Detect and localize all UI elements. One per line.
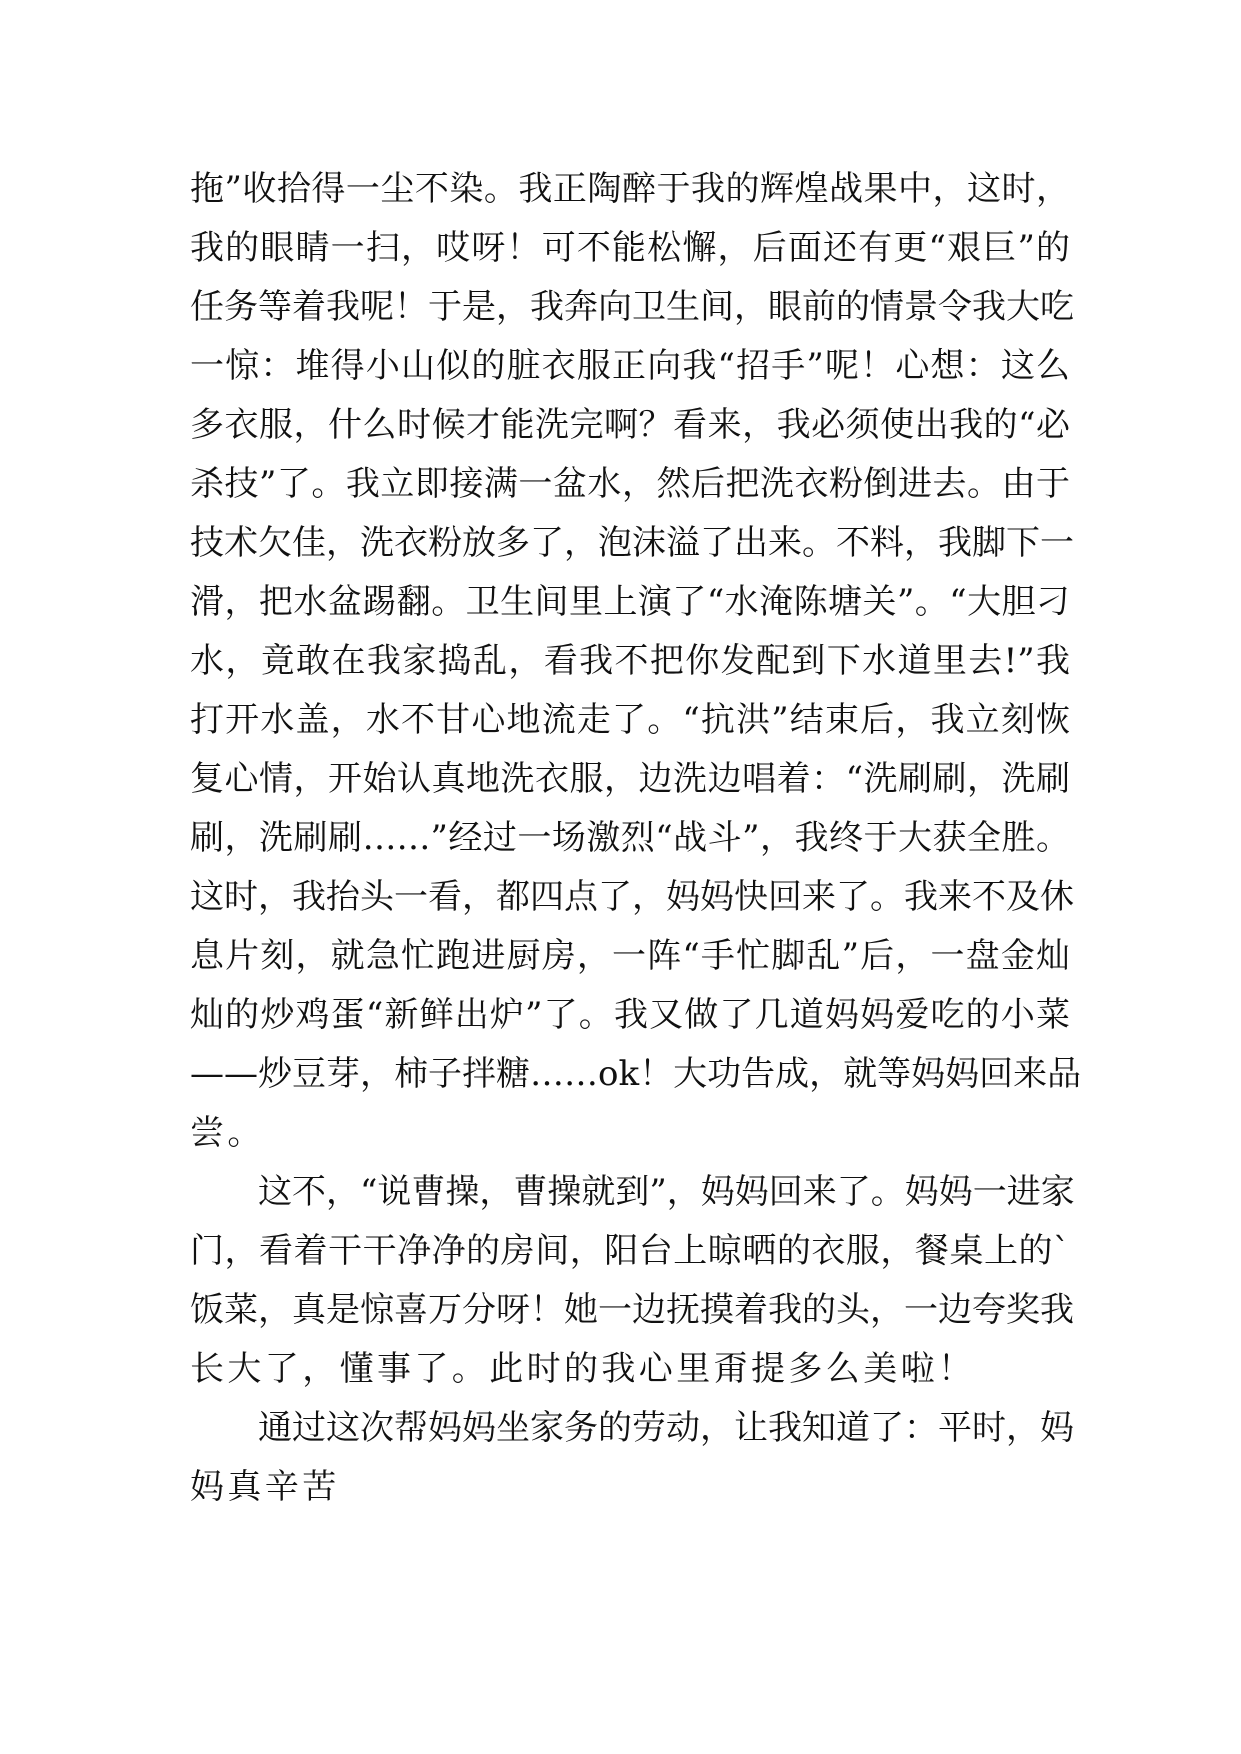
text-line: 这不，“说曹操，曹操就到”，妈妈回来了。妈妈一进家 <box>190 1172 1075 1212</box>
text-line: 息片刻，就急忙跑进厨房，一阵“手忙脚乱”后，一盘金灿 <box>190 936 1070 976</box>
text-line: 技术欠佳，洗衣粉放多了，泡沫溢了出来。不料，我脚下一 <box>190 523 1074 563</box>
text-line: 拖”收拾得一尘不染。我正陶醉于我的辉煌战果中，这时， <box>190 169 1070 209</box>
text-line: 打开水盖，水不甘心地流走了。“抗洪”结束后，我立刻恢 <box>190 700 1070 740</box>
text-line: 复心情，开始认真地洗衣服，边洗边唱着：“洗刷刷，洗刷 <box>190 759 1070 799</box>
text-line: 我的眼睛一扫，哎呀！可不能松懈，后面还有更“艰巨”的 <box>190 228 1070 268</box>
text-line: 灿的炒鸡蛋“新鲜出炉”了。我又做了几道妈妈爱吃的小菜 <box>190 995 1070 1035</box>
essay-body <box>190 160 1082 1517</box>
text-line: 一惊：堆得小山似的脏衣服正向我“招手”呢！心想：这么 <box>190 346 1070 386</box>
text-line: 这时，我抬头一看，都四点了，妈妈快回来了。我来不及休 <box>190 877 1074 917</box>
text-line: 杀技”了。我立即接满一盆水，然后把洗衣粉倒进去。由于 <box>190 464 1070 504</box>
text-line: 通过这次帮妈妈坐家务的劳动，让我知道了：平时，妈 <box>190 1408 1074 1448</box>
text-line: 刷，洗刷刷……”经过一场激烈“战斗”，我终于大获全胜。 <box>190 818 1070 858</box>
text-line: 妈真辛苦 <box>190 1467 340 1507</box>
text-line: 滑，把水盆踢翻。卫生间里上演了“水淹陈塘关”。“大胆刁 <box>190 582 1070 622</box>
text-line: 门，看着干干净净的房间，阳台上晾晒的衣服，餐桌上的` <box>190 1231 1070 1271</box>
text-line: 多衣服，什么时候才能洗完啊？看来，我必须使出我的“必 <box>190 405 1070 445</box>
text-line: 水，竟敢在我家捣乱，看我不把你发配到下水道里去!”我 <box>190 641 1070 681</box>
text-line: 长大了，懂事了。此时的我心里甭提多么美啦！ <box>190 1349 976 1389</box>
text-line: 饭菜，真是惊喜万分呀！她一边抚摸着我的头，一边夸奖我 <box>190 1290 1074 1330</box>
text-line: 尝。 <box>190 1113 265 1153</box>
text-line: ——炒豆芽，柿子拌糖……ok！大功告成，就等妈妈回来品 <box>190 1054 1082 1094</box>
text-line: 任务等着我呢！于是，我奔向卫生间，眼前的情景令我大吃 <box>190 287 1074 327</box>
